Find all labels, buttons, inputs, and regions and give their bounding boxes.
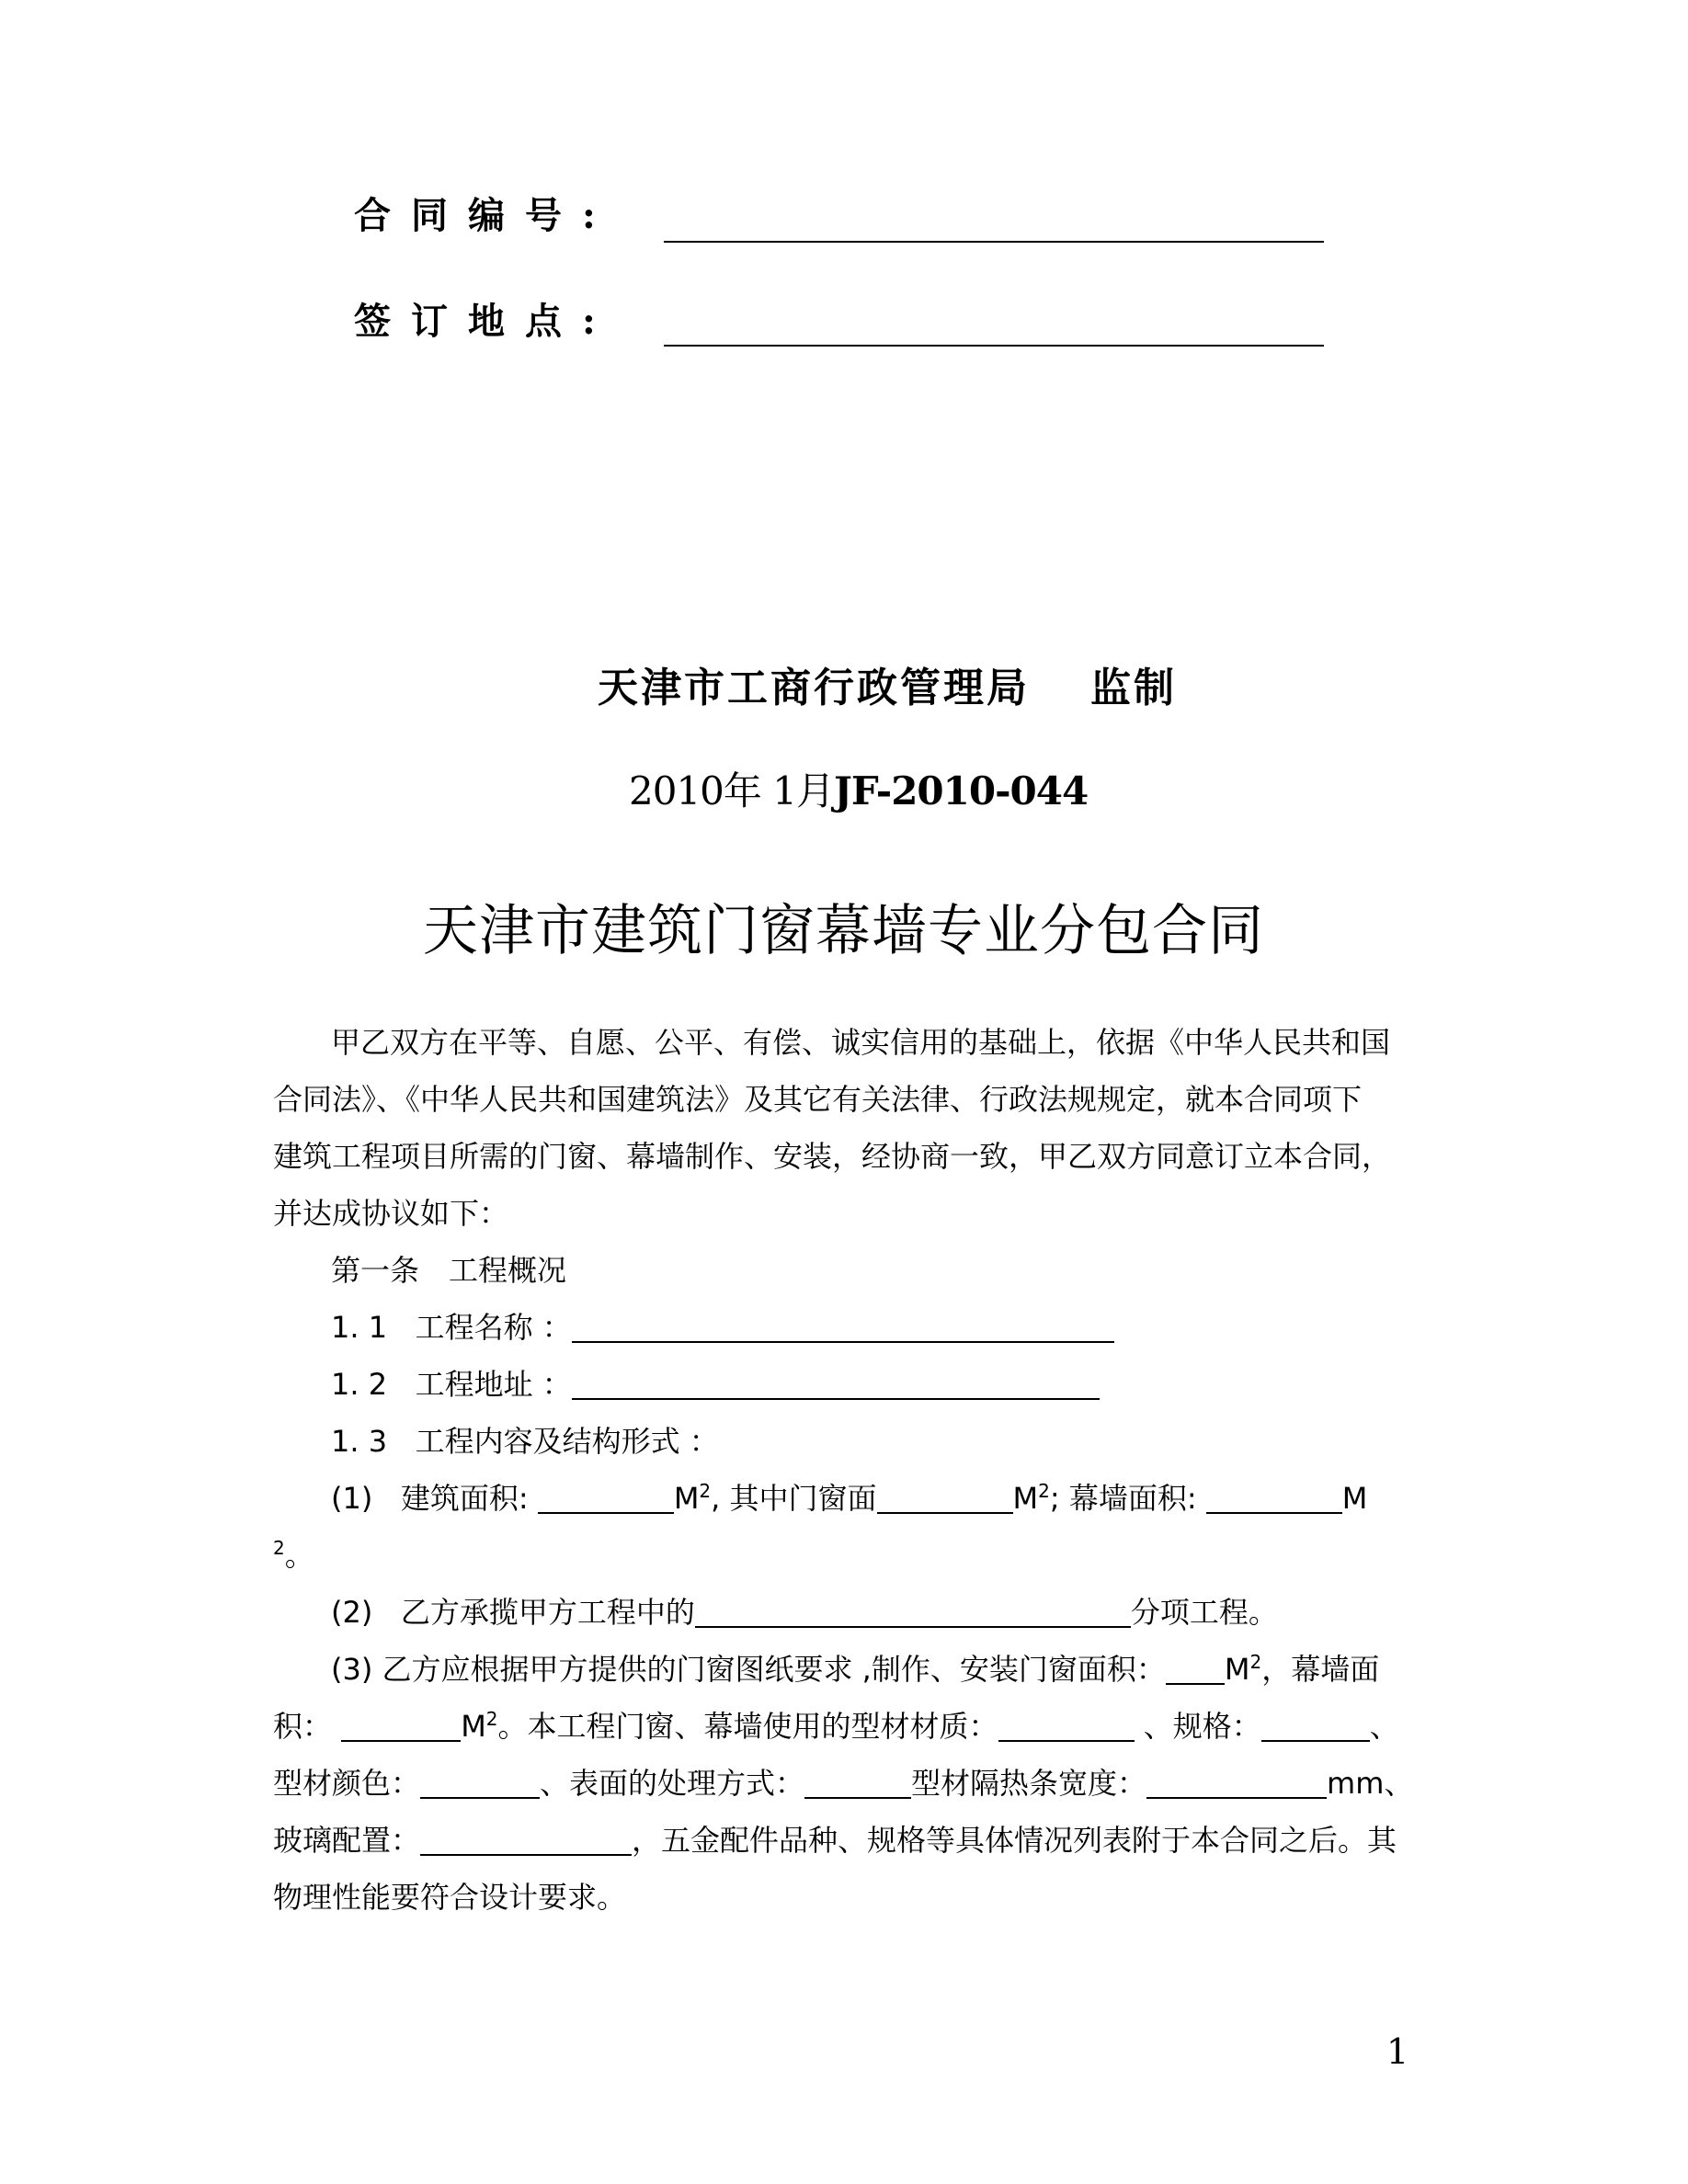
text: 。本工程门窗、幕墙使用的型材材质： — [497, 1709, 998, 1744]
issuer-line — [598, 654, 1177, 713]
dateline — [629, 761, 1088, 816]
signing-place-label: 签订地点: — [354, 300, 616, 343]
item-label: 工程地址 ： — [415, 1367, 572, 1402]
item-1-3 — [331, 1424, 719, 1459]
curtain-fab-area-field[interactable] — [341, 1712, 461, 1742]
text: mm、 — [1327, 1766, 1414, 1801]
issuer-name: 天津市工商行政管理局 — [598, 665, 1030, 711]
text: 分项工程。 — [1130, 1595, 1278, 1630]
preamble-line: 甲乙双方在平等、自愿、公平、有偿、诚实信用的基础上，依据《中华人民共和国 — [331, 1025, 1391, 1060]
item-1-2 — [331, 1367, 1100, 1402]
thermal-strip-width-field[interactable] — [1146, 1769, 1327, 1799]
window-fab-area-field[interactable] — [1166, 1655, 1225, 1685]
text: , 其中门窗面 — [711, 1481, 877, 1516]
profile-color-field[interactable] — [420, 1769, 540, 1799]
text: 乙方承揽甲方工程中的 — [400, 1595, 695, 1630]
text: 建筑面积: — [400, 1481, 538, 1516]
project-name-field[interactable] — [572, 1314, 1114, 1343]
preamble-line: 并达成协议如下： — [273, 1196, 509, 1231]
issue-date: 2010年 1月 — [629, 768, 834, 813]
item-1-1 — [331, 1310, 1114, 1345]
text: ; 幕墙面积: — [1049, 1481, 1206, 1516]
sub-item-1-wrap — [273, 1537, 314, 1573]
item-label: 工程名称 ： — [415, 1310, 572, 1345]
project-address-field[interactable] — [572, 1371, 1100, 1400]
window-area-field[interactable] — [877, 1484, 1013, 1514]
sub-item-3-line — [273, 1766, 1414, 1801]
item-num: 1. 3 — [331, 1424, 388, 1459]
superscript: 2 — [699, 1480, 712, 1502]
surface-treatment-field[interactable] — [804, 1769, 911, 1799]
text: 、规格： — [1143, 1709, 1261, 1744]
contract-number-label: 合同编号: — [354, 194, 616, 237]
text: 玻璃配置： — [273, 1823, 421, 1858]
profile-material-field[interactable] — [998, 1712, 1135, 1742]
unit: M — [1341, 1481, 1368, 1516]
glass-config-field[interactable] — [420, 1826, 632, 1856]
article-heading: 第一条 工程概况 — [331, 1253, 567, 1288]
sub-item-3-line — [273, 1823, 1397, 1858]
sub-item-1 — [331, 1480, 1368, 1516]
text: 型材隔热条宽度： — [911, 1766, 1147, 1801]
curtain-wall-area-field[interactable] — [1206, 1484, 1342, 1514]
item-label: 工程内容及结构形式 ： — [415, 1424, 719, 1459]
sub-item-3-line — [273, 1708, 1399, 1744]
text: 型材颜色： — [273, 1766, 421, 1801]
superscript: 2 — [1038, 1480, 1050, 1502]
unit: M — [1224, 1652, 1250, 1687]
sub-num: (1) — [331, 1481, 373, 1516]
text: (3) 乙方应根据甲方提供的门窗图纸要求 ,制作、安装门窗面积： — [331, 1652, 1166, 1687]
item-num: 1. 1 — [331, 1310, 388, 1345]
text: 积： — [273, 1709, 333, 1744]
superscript: 2 — [273, 1537, 285, 1559]
issuer-suffix: 监制 — [1090, 665, 1177, 711]
sub-item-3-line — [331, 1651, 1380, 1687]
document-title: 天津市建筑门窗幕墙专业分包合同 — [423, 899, 1264, 963]
unit: M — [1012, 1481, 1039, 1516]
specification-field[interactable] — [1261, 1712, 1370, 1742]
sub-item-3-line: 物理性能要符合设计要求。 — [273, 1880, 627, 1915]
unit: M — [673, 1481, 700, 1516]
text: 。 — [284, 1538, 314, 1573]
preamble-line: 建筑工程项目所需的门窗、幕墙制作、安装，经协商一致，甲乙双方同意订立本合同， — [273, 1139, 1392, 1174]
sub-item-2 — [331, 1595, 1278, 1630]
text: 、 — [1369, 1709, 1399, 1744]
text: 、表面的处理方式： — [540, 1766, 805, 1801]
superscript: 2 — [485, 1708, 498, 1730]
page-number: 1 — [1386, 2031, 1409, 2072]
preamble-line: 合同法》、《中华人民共和国建筑法》及其它有关法律、行政法规规定，就本合同项下 — [273, 1082, 1363, 1117]
text: ，五金配件品种、规格等具体情况列表附于本合同之后。其 — [632, 1823, 1397, 1858]
unit: M — [461, 1709, 486, 1744]
sub-num: (2) — [331, 1595, 373, 1630]
text: ，幕墙面 — [1261, 1652, 1380, 1687]
item-num: 1. 2 — [331, 1367, 388, 1402]
superscript: 2 — [1249, 1651, 1262, 1673]
building-area-field[interactable] — [538, 1484, 674, 1514]
contract-number-field[interactable] — [664, 241, 1324, 243]
form-code: JF-2010-044 — [833, 768, 1089, 813]
subcontract-scope-field[interactable] — [695, 1598, 1131, 1628]
signing-place-field[interactable] — [664, 345, 1324, 347]
